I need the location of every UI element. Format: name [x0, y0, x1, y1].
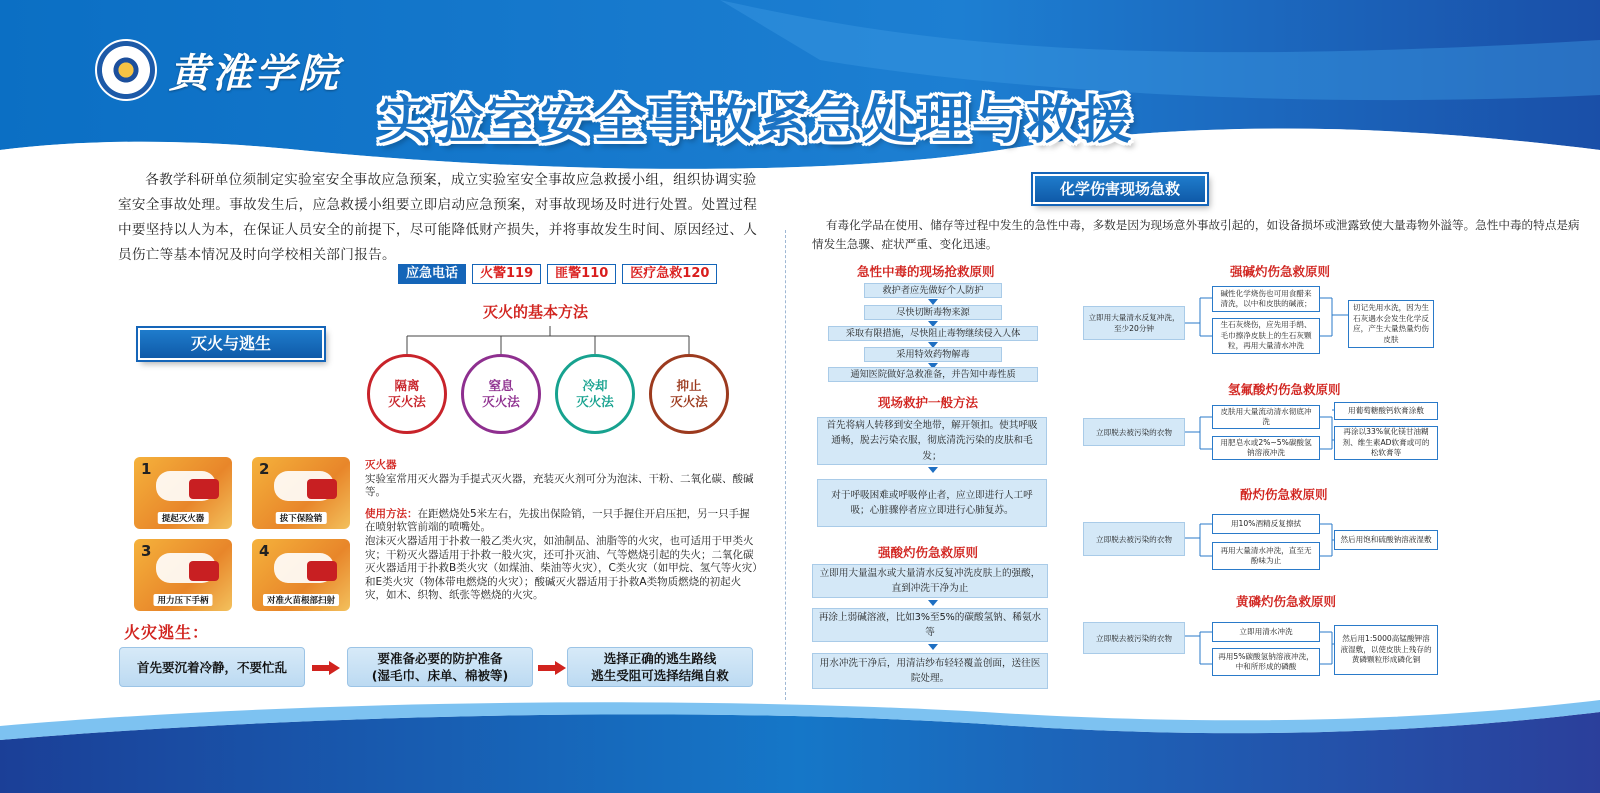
- fire-section-tag: 灭火与逃生: [138, 328, 324, 360]
- arrow-down-icon: [928, 600, 938, 606]
- poison-step-1: 救护者应先做好个人防护: [864, 283, 1002, 298]
- emergency-phones: [398, 264, 717, 284]
- hf-last-1: 用葡萄糖酸钙软膏涂敷: [1334, 402, 1438, 420]
- method-suffocation: [461, 354, 541, 434]
- phosphorus-first: 立即脱去被污染的衣物: [1083, 622, 1185, 654]
- extinguisher-text: 实验室常用灭火器为手提式灭火器，充装灭火剂可分为泡沫、干粉、二氧化碳、酸碱等。: [365, 472, 754, 499]
- phenol-title: 酚灼伤急救原则: [1240, 487, 1328, 502]
- poison-step-5: 通知医院做好急救准备，并告知中毒性质: [828, 367, 1038, 382]
- usage-heading: 使用方法：: [365, 507, 418, 520]
- hf-title: 氢氟酸灼伤急救原则: [1228, 382, 1341, 397]
- general-title: 现场救护一般方法: [878, 395, 979, 410]
- phosphorus-last: 然后用1:5000高锰酸钾溶液湿敷，以使皮肤上残存的黄磷颗粒形成磷化铜: [1334, 625, 1438, 675]
- acid-step-2: 再涂上弱碱溶液，比如3%至5%的碳酸氢钠、稀氨水等: [812, 608, 1048, 642]
- alkali-first: 立即用大量清水反复冲洗，至少20分钟: [1083, 306, 1185, 340]
- extinguisher-step-4: [252, 539, 350, 611]
- step-caption: 对准火苗根部扫射: [263, 594, 339, 606]
- extinguisher-types-text: 泡沫灭火器适用于扑救一般乙类火灾，如油制品、油脂等的火灾，也可适用于甲类火灾；干粉灭火器适用于扑救一般火灾，还可扑灭油、气等燃烧引起的失火；二氧化碳灭火器适用于扑救B类火灾（如煤油、柴油等火灾），C类火灾（如甲烷、氢气等火灾）和E类火灾（物体带电燃烧的火灾）；酸碱灭火器适用于扑救A类物质燃烧的初起火灾，如木、织物、纸张等燃烧的火灾。: [365, 534, 758, 602]
- extinguisher-info: [365, 459, 760, 603]
- arrow-down-icon: [928, 644, 938, 650]
- poison-title: 急性中毒的现场抢救原则: [857, 264, 995, 279]
- escape-step-line1: 选择正确的逃生路线: [603, 651, 717, 666]
- university-logo: [95, 38, 355, 102]
- poison-step-3: 采取有限措施，尽快阻止毒物继续侵入人体: [828, 326, 1038, 341]
- step-number: 1: [141, 460, 152, 478]
- phosphorus-title: 黄磷灼伤急救原则: [1236, 594, 1337, 609]
- alkali-mid-2: 生石灰烧伤，应先用手绢、毛巾擦净皮肤上的生石灰颗粒，再用大量清水冲洗: [1212, 318, 1320, 354]
- poison-step-4: 采用特效药物解毒: [864, 347, 1002, 362]
- usage-paragraph: [365, 508, 760, 535]
- hf-last-2: 再涂以33%氧化镁甘油糊剂、维生素AD软膏或可的松软膏等: [1334, 426, 1438, 460]
- alkali-title: 强碱灼伤急救原则: [1230, 264, 1331, 279]
- method-line1: 窒息: [488, 378, 514, 393]
- method-line1: 隔离: [394, 378, 420, 393]
- arrow-right-icon: [312, 661, 340, 675]
- hf-first: 立即脱去被污染的衣物: [1083, 418, 1185, 446]
- intro-paragraph: 各教学科研单位须制定实验室安全事故应急预案，成立实验室安全事故应急救援小组，组织协调实验室安全事故处理。事故发生后，应急救援小组要立即启动应急预案，对事故现场及时进行处置。处置过程中要坚持以人为本，在保证人员安全的前提下，尽可能降低财产损失，并将事故发生时间、原因经过、人员伤亡等基本情况及时向学校相关部门报告。: [118, 172, 758, 263]
- step-number: 4: [259, 542, 270, 560]
- phones-label: 应急电话: [398, 264, 466, 284]
- chem-section-tag: 化学伤害现场急救: [1033, 174, 1207, 204]
- general-step-1: 首先将病人转移到安全地带，解开领扣。使其呼吸通畅，脱去污染衣服，彻底清洗污染的皮肤和毛发；: [817, 417, 1047, 465]
- acid-title: 强酸灼伤急救原则: [878, 545, 979, 560]
- phosphorus-mid-2: 再用5%碳酸氢钠溶液冲洗，中和所形成的磷酸: [1212, 648, 1320, 676]
- escape-step-line1: 要准备必要的防护准备: [377, 651, 503, 666]
- escape-step-line2: 逃生受阻可选择结绳自救: [591, 668, 729, 683]
- phosphorus-mid-1: 立即用清水冲洗: [1212, 622, 1320, 642]
- extinguisher-heading: 灭火器: [365, 459, 397, 471]
- method-isolation: [367, 354, 447, 434]
- acid-step-3: 用水冲洗干净后，用清洁纱布轻轻覆盖创面，送往医院处理。: [812, 653, 1048, 689]
- section-divider: [785, 230, 786, 700]
- step-caption: 提起灭火器: [158, 512, 209, 524]
- escape-step-2: [347, 647, 533, 687]
- arrow-right-icon: [538, 661, 566, 675]
- method-line2: 灭火法: [482, 394, 520, 409]
- extinguisher-step-1: [134, 457, 232, 529]
- phenol-mid-2: 再用大量清水冲洗，直至无酚味为止: [1212, 542, 1320, 570]
- phone-fire: 火警119: [472, 264, 541, 284]
- acid-step-1: 立即用大量温水或大量清水反复冲洗皮肤上的强酸，直到冲洗干净为止: [812, 564, 1048, 598]
- method-line1: 抑止: [676, 378, 702, 393]
- phenol-first: 立即脱去被污染的衣物: [1083, 522, 1185, 556]
- alkali-mid-1: 碱性化学烧伤也可用食醋来清洗，以中和皮肤的碱液；: [1212, 286, 1320, 312]
- method-line2: 灭火法: [670, 394, 708, 409]
- method-cooling: [555, 354, 635, 434]
- university-emblem-icon: [95, 39, 157, 101]
- usage-text: 在距燃烧处5米左右，先拔出保险销，一只手握住开启压把，另一只手握在喷射软管前端的喷嘴处。: [365, 507, 750, 534]
- general-step-2: 对于呼吸困难或呼吸停止者，应立即进行人工呼吸；心脏骤停者应立即进行心肺复苏。: [817, 479, 1047, 527]
- phone-medical: 医疗急救120: [622, 264, 717, 284]
- method-suppression: [649, 354, 729, 434]
- method-line2: 灭火法: [576, 394, 614, 409]
- extinguisher-step-3: [134, 539, 232, 611]
- step-number: 2: [259, 460, 270, 478]
- escape-step-line2: (湿毛巾、床单、棉被等): [371, 668, 509, 683]
- poison-step-2: 尽快切断毒物来源: [864, 305, 1002, 320]
- escape-title: 火灾逃生：: [124, 623, 210, 642]
- page-title: 实验室安全事故紧急处理与救援: [378, 91, 1135, 151]
- hf-mid-1: 皮肤用大量流动清水彻底冲洗: [1212, 405, 1320, 429]
- arrow-down-icon: [928, 467, 938, 473]
- step-number: 3: [141, 542, 152, 560]
- step-caption: 用力压下手柄: [153, 594, 212, 606]
- escape-step-3: [567, 647, 753, 687]
- method-line1: 冷却: [582, 378, 608, 393]
- escape-step-line1: 首先要沉着冷静，不要忙乱: [136, 659, 287, 675]
- phenol-mid-1: 用10%酒精反复擦拭: [1212, 514, 1320, 534]
- chem-description: 有毒化学品在使用、储存等过程中发生的急性中毒，多数是因为现场意外事故引起的，如设备损坏或泄露致使大量毒物外溢等。急性中毒的特点是病情发生急骤、症状严重、变化迅速。: [812, 218, 1580, 251]
- step-caption: 拔下保险销: [276, 512, 327, 524]
- university-name: 黄淮学院: [169, 49, 341, 97]
- methods-title: 灭火的基本方法: [483, 303, 589, 321]
- method-line2: 灭火法: [388, 394, 426, 409]
- escape-step-1: [119, 647, 305, 687]
- phone-police: 匪警110: [547, 264, 616, 284]
- hf-mid-2: 用肥皂水或2%~5%碳酸氢钠溶液冲洗: [1212, 436, 1320, 460]
- phenol-last: 然后用饱和硫酸钠溶液湿敷: [1334, 530, 1438, 550]
- extinguisher-step-2: [252, 457, 350, 529]
- alkali-last: 切记先用水洗，因为生石灰遇水会发生化学反应，产生大量热量灼伤皮肤: [1348, 300, 1434, 348]
